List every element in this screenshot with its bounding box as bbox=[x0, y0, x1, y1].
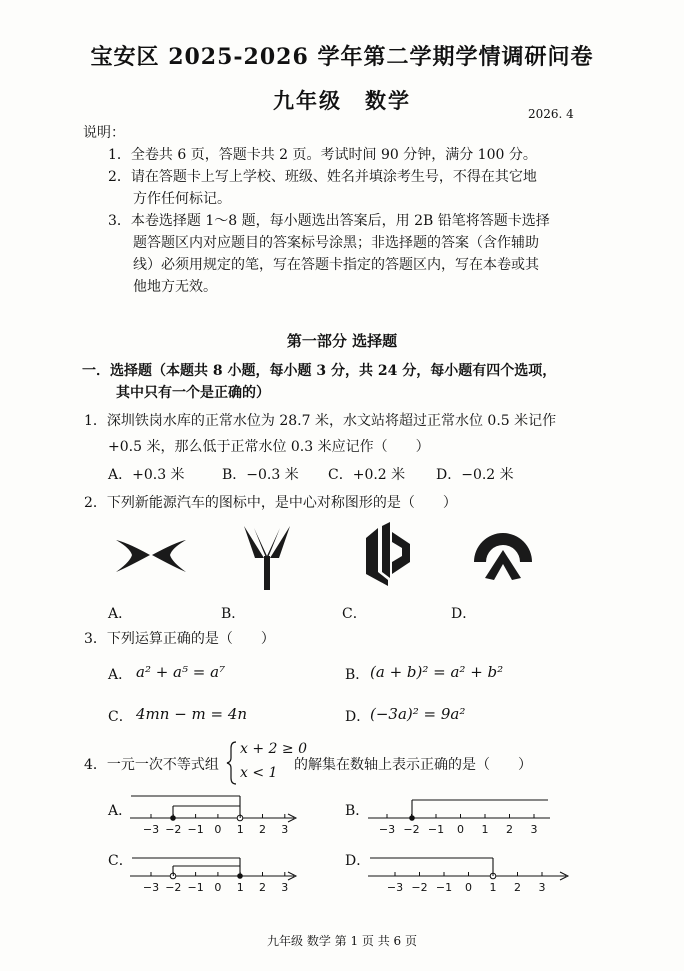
q1-option-a: A．+0.3 米 bbox=[108, 467, 185, 483]
page-footer: 九年级 数学 第 1 页 共 6 页 bbox=[267, 934, 417, 948]
number-line-c bbox=[128, 848, 298, 900]
q4-label-d: D． bbox=[345, 853, 371, 869]
tick-label: 1 bbox=[236, 881, 244, 894]
instruction-line: 1．全卷共 6 页，答题卡共 2 页。考试时间 90 分钟，满分 100 分。 bbox=[108, 147, 537, 163]
nio-logo-icon bbox=[472, 526, 534, 588]
instruction-line: 线）必须用规定的笔，写在答题卡指定的答题区内，写在本卷或其 bbox=[133, 257, 539, 273]
tick-label: 3 bbox=[538, 881, 546, 894]
section-heading: 其中只有一个是正确的） bbox=[116, 385, 270, 401]
tick-label: −3 bbox=[386, 881, 404, 894]
q4-inequality-1: x + 2 ≥ 0 bbox=[240, 741, 307, 757]
q3-stem: 3．下列运算正确的是（ ） bbox=[84, 631, 275, 647]
xpeng-logo-icon bbox=[112, 530, 190, 580]
q1-option-d: D．−0.2 米 bbox=[436, 467, 514, 483]
tick-label: 1 bbox=[236, 823, 244, 836]
tick-label: −2 bbox=[165, 823, 182, 836]
tick-label: −1 bbox=[427, 823, 445, 836]
tick-label: −2 bbox=[403, 823, 420, 836]
q1-stem: 1．深圳铁岗水库的正常水位为 28.7 米，水文站将超过正常水位 0.5 米记作 bbox=[84, 413, 557, 429]
number-line-a bbox=[128, 788, 298, 840]
q2-label-d: D． bbox=[451, 606, 477, 622]
tick-label: 3 bbox=[281, 823, 289, 836]
tick-label: −1 bbox=[435, 881, 453, 894]
q2-label-a: A． bbox=[108, 606, 133, 622]
instruction-line: 3．本卷选择题 1～8 题，每小题选出答案后，用 2B 铅笔将答题卡选择 bbox=[108, 213, 550, 229]
instruction-line: 方作任何标记。 bbox=[133, 191, 231, 207]
q3-label-d: D． bbox=[345, 709, 371, 725]
q2-label-b: B． bbox=[221, 606, 246, 622]
q3-option-c: 4mn − m = 4n bbox=[136, 705, 248, 723]
q3-label-b: B． bbox=[345, 667, 370, 683]
tick-label: 1 bbox=[481, 823, 489, 836]
q4-stem-suffix: 的解集在数轴上表示正确的是（ ） bbox=[294, 757, 532, 773]
exam-title: 宝安区 2025-2026 学年第二学期学情调研问卷 bbox=[90, 44, 594, 70]
q3-option-b: (a + b)² = a² + b² bbox=[370, 663, 504, 681]
tick-label: −3 bbox=[378, 823, 396, 836]
q1-option-c: C．+0.2 米 bbox=[328, 467, 406, 483]
instructions-label: 说明： bbox=[83, 125, 125, 141]
instruction-line: 题答题区内对应题目的答案标号涂黑；非选择题的答案（含作辅助 bbox=[133, 235, 539, 251]
yangwang-logo-icon bbox=[242, 522, 292, 594]
tick-label: −1 bbox=[187, 823, 204, 836]
tick-label: 0 bbox=[214, 823, 222, 836]
q4-label-b: B． bbox=[345, 803, 370, 819]
tick-label: 2 bbox=[506, 823, 513, 836]
number-line-d bbox=[366, 848, 576, 900]
tick-label: −2 bbox=[411, 881, 428, 894]
q4-label-a: A． bbox=[108, 803, 133, 819]
tick-label: 2 bbox=[259, 881, 266, 894]
q4-inequality-2: x < 1 bbox=[240, 765, 278, 781]
tick-label: 0 bbox=[465, 881, 472, 894]
instruction-line: 2．请在答题卡上写上学校、班级、姓名并填涂考生号，不得在其它地 bbox=[108, 169, 537, 185]
q4-stem-prefix: 4．一元一次不等式组 bbox=[84, 757, 219, 773]
tick-label: −3 bbox=[142, 881, 160, 894]
q4-label-c: C． bbox=[108, 853, 133, 869]
tick-label: 1 bbox=[489, 881, 497, 894]
exam-date: 2026. 4 bbox=[528, 107, 574, 121]
q1-option-b: B．−0.3 米 bbox=[222, 467, 299, 483]
q3-option-d: (−3a)² = 9a² bbox=[370, 705, 466, 723]
deepal-logo-icon bbox=[364, 522, 412, 586]
q3-label-c: C． bbox=[108, 709, 133, 725]
instruction-line: 他地方无效。 bbox=[133, 279, 217, 295]
tick-label: 3 bbox=[530, 823, 538, 836]
exam-subtitle: 九年级 数学 bbox=[273, 88, 411, 113]
tick-label: −1 bbox=[187, 881, 204, 894]
q1-stem: +0.5 米，那么低于正常水位 0.3 米应记作（ ） bbox=[108, 439, 430, 455]
q3-label-a: A． bbox=[108, 667, 133, 683]
tick-label: −2 bbox=[165, 881, 182, 894]
tick-label: 2 bbox=[514, 881, 521, 894]
system-brace bbox=[226, 740, 238, 786]
section-title: 第一部分 选择题 bbox=[286, 332, 398, 350]
tick-label: 3 bbox=[281, 881, 289, 894]
q2-label-c: C． bbox=[342, 606, 367, 622]
tick-label: 2 bbox=[259, 823, 266, 836]
number-line-b bbox=[366, 790, 552, 840]
q3-option-a: a² + a⁵ = a⁷ bbox=[136, 663, 226, 681]
section-heading: 一．选择题（本题共 8 小题，每小题 3 分，共 24 分，每小题有四个选项， bbox=[82, 363, 557, 379]
tick-label: 0 bbox=[457, 823, 464, 836]
tick-label: 0 bbox=[214, 881, 222, 894]
tick-label: −3 bbox=[142, 823, 160, 836]
q2-stem: 2．下列新能源汽车的图标中，是中心对称图形的是（ ） bbox=[84, 495, 457, 511]
